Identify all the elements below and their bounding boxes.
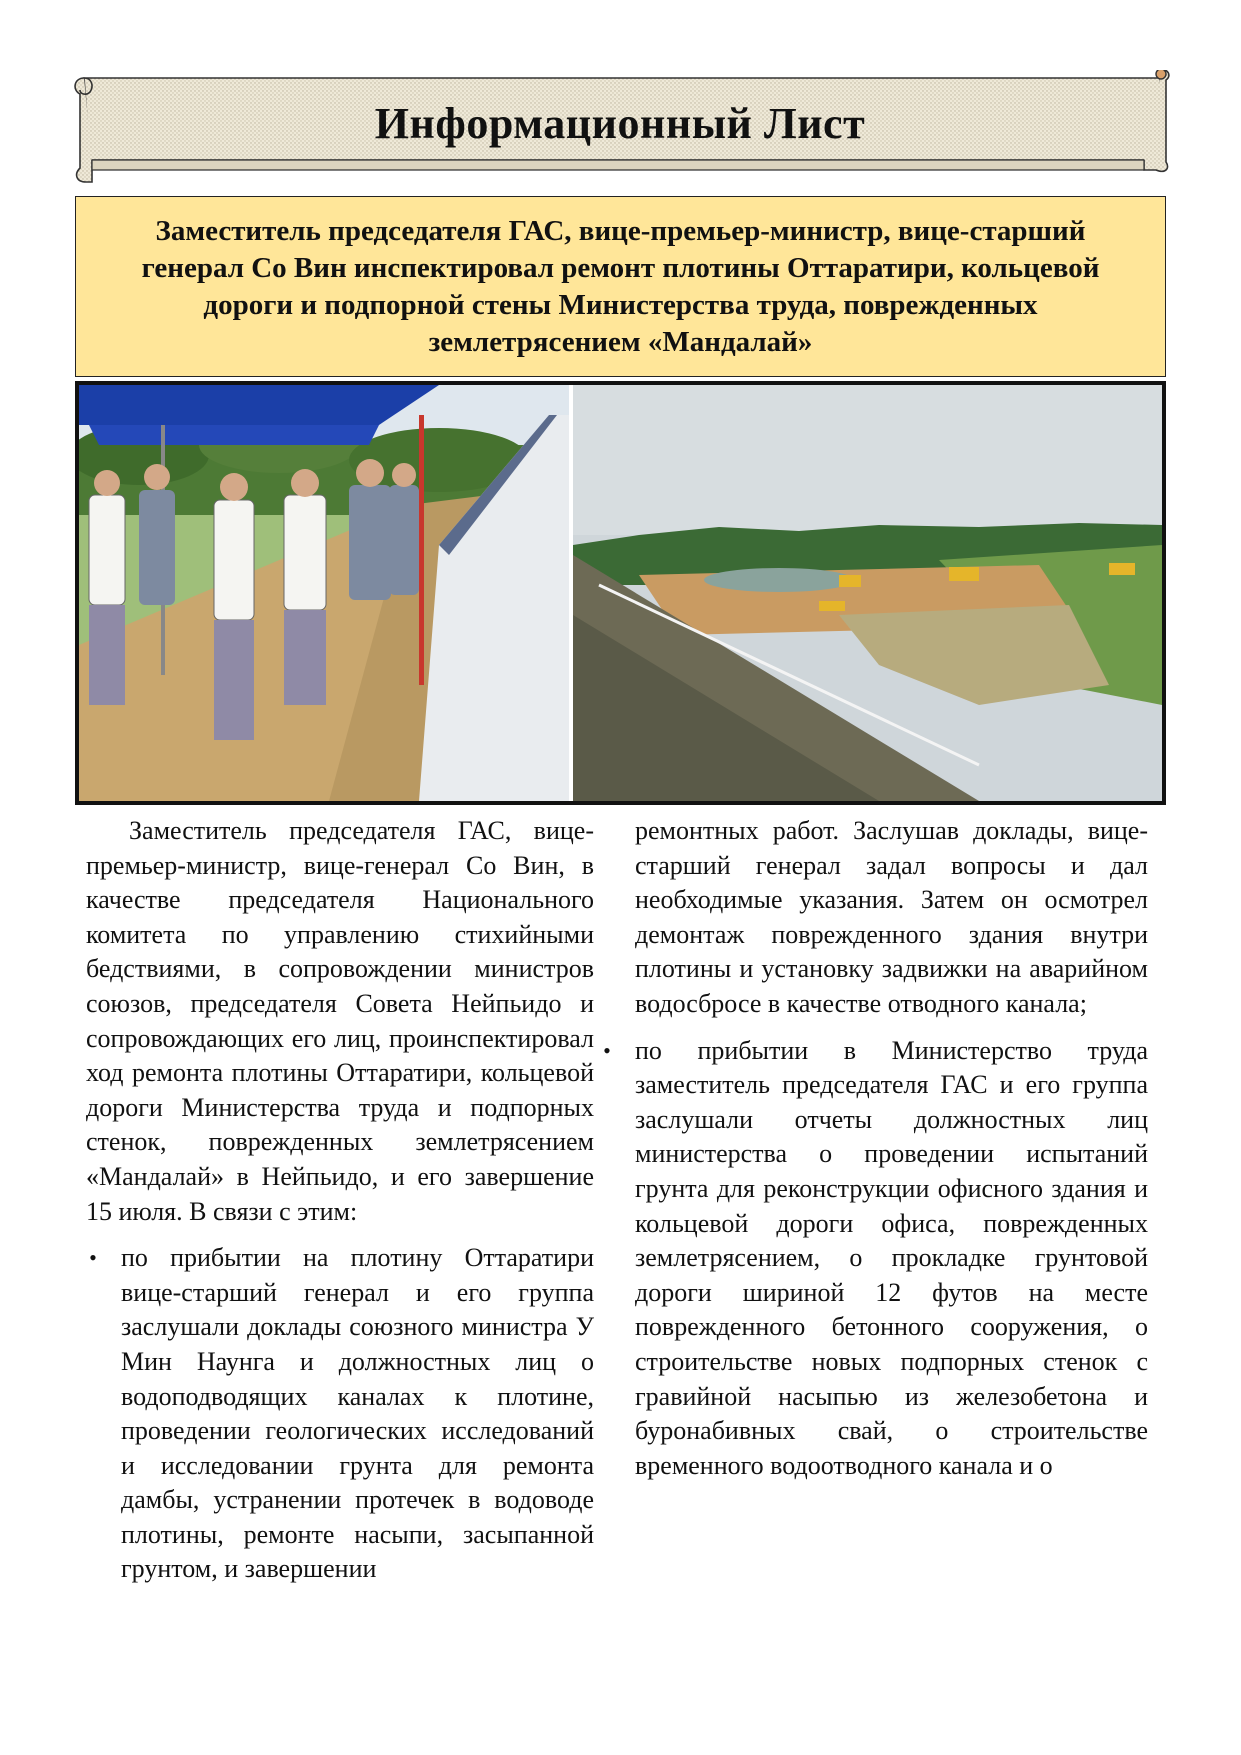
bullet-icon: • [89,1245,97,1271]
photo-collage [79,385,1162,801]
intro-paragraph: Заместитель председателя ГАС, вице-премьер-министр, вице-генерал Со Вин, в качестве председателя Национального комитета по управлению стихийными бедствиями, в сопровождении министров союзов, председателя Совета Нейпьидо и сопровождающих его лиц, проинспектировал ход ремонта плотины Оттаратири, кольцевой дороги Министерства труда и подпорных стенок, поврежденных землетрясением «Мандалай» в Нейпьидо, и его завершение 15 июля. В связи с этим: [86,816,594,1226]
body-column-right [603,814,1148,1483]
headline-box [75,196,1166,377]
scroll-banner [70,70,1170,195]
headline: Заместитель председателя ГАС, вице-премьер-министр, вице-старший генерал Со Вин инспектировал ремонт плотины Оттаратири, кольцевой дороги и подпорной стены Министерства труда, поврежденных землетрясением «Мандалай» [141,214,1100,358]
photo-panel [75,381,1166,805]
bullet-item-ministry [603,1034,1148,1484]
bullet-text-ministry: по прибытии в Министерство труда заместитель председателя ГАС и его группа заслушали отчеты должностных лиц министерства о проведении испытаний грунта для реконструкции офисного здания и кольцевой дороги офиса, поврежденных землетрясением, о прокладке грунтовой дороги шириной 12 футов на месте поврежденного бетонного сооружения, о строительстве новых подпорных стенок с гравийной насыпью из железобетона и буронабивных свай, о строительстве временного водоотводного канала и о [635,1035,1148,1480]
bullet-text-dam: по прибытии на плотину Оттаратири вице-старший генерал и его группа заслушали доклады союзного министра У Мин Наунга и должностных лиц о водоподводящих каналах к плотине, проведении геологических исследований и исследовании грунта для ремонта дамбы, устранении протечек в водоводе плотины, ремонте насыпи, засыпанной грунтом, и завершении [121,1243,594,1584]
page-title: Информационный Лист [374,99,866,148]
bullet-continuation: ремонтных работ. Заслушав доклады, вице-старший генерал задал вопросы и дал необходимые указания. Затем он осмотрел демонтаж поврежденного здания внутри плотины и установку задвижки на аварийном водосбросе в качестве отводного канала; [635,816,1148,1018]
inspection-photo [79,385,569,801]
dam-site-photo [573,385,1162,801]
bullet-item-dam [86,1241,594,1587]
body-column-left [86,814,594,1587]
bullet-icon: • [603,1037,611,1063]
